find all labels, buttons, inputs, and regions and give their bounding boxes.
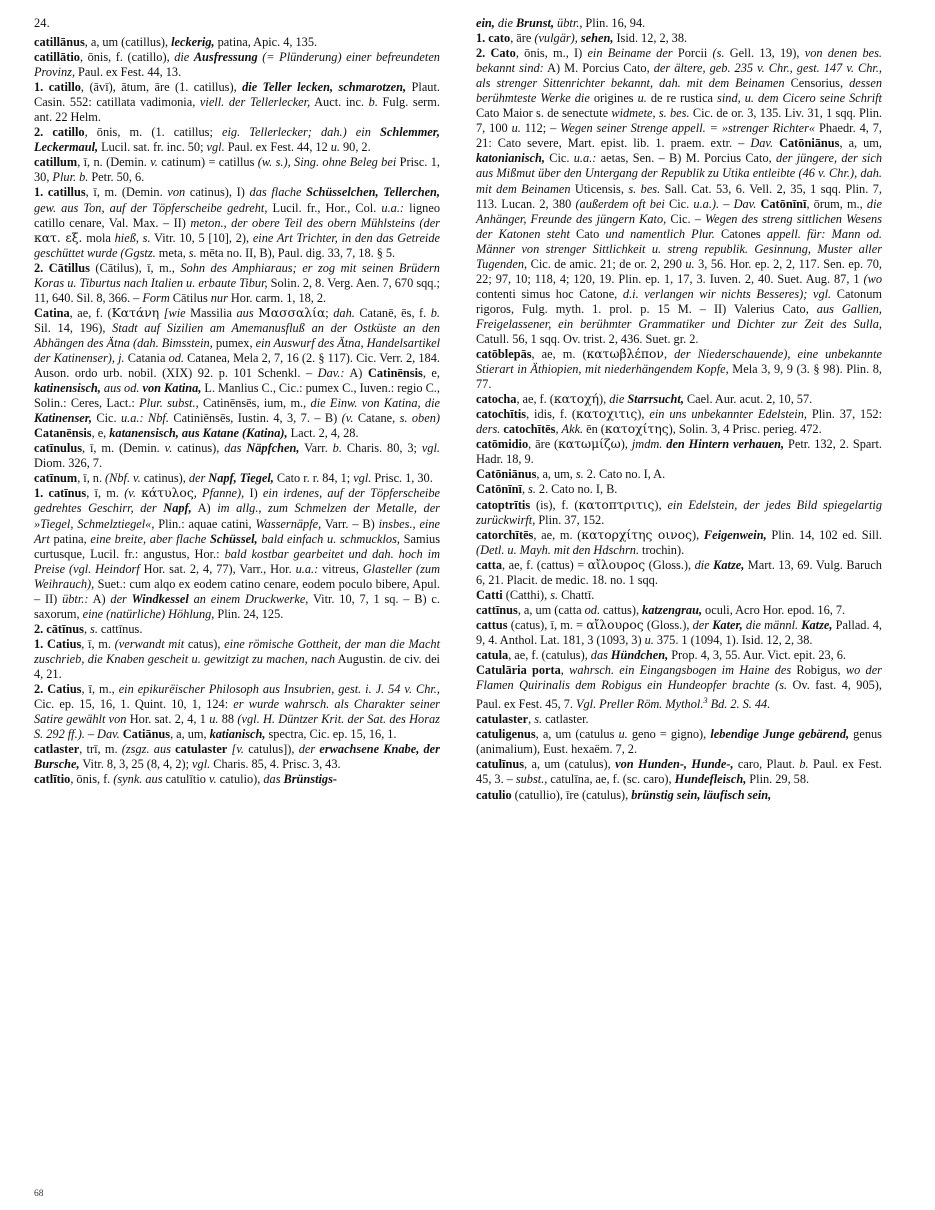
folio-number-top: 24. xyxy=(34,16,50,30)
dictionary-entry: catlaster, trī, m. (zsgz. aus catulaster [v. catulus]), der erwachsene Knabe, der Bursche, Vitr. 8, 3, 25 (8, 4, 2); vgl. Charis. 85, 4. Prisc. 3, 43. xyxy=(34,742,440,772)
dictionary-entry: catorchītēs, ae, m. (κατορχίτης οινος), Feigenwein, Plin. 14, 102 ed. Sill. (Detl. u. Mayh. mit den Hdschrn. trochin). xyxy=(476,527,883,557)
dictionary-entry: 1. catillo, (āvī), ātum, āre (1. catillus), die Teller lecken, schmarotzen, Plaut. Casin. 552: catillata vadimonia, viell. der Tellerlecker, Auct. inc. b. Fulg. serm. ant. 22 Helm. xyxy=(34,80,440,125)
dictionary-entry: catillānus, a, um (catillus), leckerig, patina, Apic. 4, 135. xyxy=(34,35,318,49)
left-column-entries xyxy=(34,35,440,787)
dictionary-entry: cattīnus, a, um (catta od. cattus), katzengrau, oculi, Acro Hor. epod. 16, 7. xyxy=(476,602,846,617)
left-column xyxy=(34,16,440,787)
dictionary-entry: catocha, ae, f. (κατοχή), die Starrsucht, Cael. Aur. acut. 2, 10, 57. xyxy=(476,392,813,407)
dictionary-entry: 2. Cato, ōnis, m., I) ein Beiname der Porcii (s. Gell. 13, 19), von denen bes. bekannt sind: A) M. Porcius Cato, der ältere, geb. 235 v. Chr., gest. 147 v. Chr., als strenger Sittenrichter bekannt, dah. mit dem Beinamen Censorius, dessen berühmteste Werke die origines u. de re rustica sind, u. dem Cicero seine Schrift Cato Maior s. de senectute widmete, s. bes. Cic. de or. 3, 135. Liv. 31, 1 sqq. Plin. 7, 100 u. 112; – Wegen seiner Strenge appell. = »strenger Richter« Phaedr. 4, 7, 21: Cato severe, Mart. epist. lib. 1. praem. extr. – Dav. Catōniānus, a, um, katonianisch, Cic. u.a.: aetas, Sen. – B) M. Porcius Cato, der jüngere, der sich aus Mißmut über den Untergang der Republik zu Utika entleibte (46 v. Chr.), dah. mit dem Beinamen Uticensis, s. bes. Sall. Cat. 53, 6. Vell. 2, 35, 1 sqq. Plin. 7, 113. Lucan. 2, 380 (außerdem oft bei Cic. u.a.). – Dav. Catōnīnī, ōrum, m., die Anhänger, Freunde des jüngern Kato, Cic. – Wegen des streng sittlichen Wesens der Katonen steht Cato und namentlich Plur. Catones appell. für: Mann od. Männer von strenger Sittlichkeit u. streng republik. Gesinnung, Muster aller Tugenden, Cic. de amic. 21; de or. 2, 290 u. 3, 56. Hor. ep. 2, 2, 117. Sen. ep. 70, 22; 97, 10; 118, 4; 120, 19. Plin. ep. 1, 17, 3. Iuven. 2, 40. Suet. Aug. 87, 1 (wo contenti simus hoc Catone, d.i. verlangen wir nichts Besseres); vgl. Catonum rigoros, Fulg. myth. 1. prol. p. 15 M. – II) Valerius Cato, aus Gallien, Freigelassener, ein berühmter Grammatiker und Dichter zur Zeit des Sulla, Catull. 56, 1 sqq. Ov. trist. 2, 436. Suet. gr. 2. xyxy=(476,46,883,346)
dictionary-entry: catta, ae, f. (cattus) = αἴλουρος (Gloss.), die Katze, Mart. 13, 69. Vulg. Baruch 6, 21. Placit. de medic. 18. no. 1 sqq. xyxy=(476,557,882,587)
dictionary-entry: 1. Catius, ī, m. (verwandt mit catus), eine römische Gottheit, der man die Macht zuschrieb, die Knaben gescheit u. gewitzigt zu machen, nach Augustin. de civ. dei 4, 21. xyxy=(34,636,441,681)
dictionary-entry: 2. cātīnus, s. cattīnus. xyxy=(34,621,143,636)
dictionary-entry: catīnum, ī, n. (Nbf. v. catinus), der Napf, Tiegel, Cato r. r. 84, 1; vgl. Prisc. 1, 30. xyxy=(34,471,433,486)
folio-number-bottom: 68 xyxy=(34,1189,44,1199)
right-column-entries xyxy=(476,16,882,803)
dictionary-entry: Catōnīnī, s. 2. Cato no. I, B. xyxy=(476,482,618,497)
dictionary-entry: Catōniānus, a, um, s. 2. Cato no. I, A. xyxy=(476,467,666,482)
dictionary-entry: Catti (Catthi), s. Chattī. xyxy=(476,587,595,602)
dictionary-entry: catīnulus, ī, m. (Demin. v. catinus), das Näpfchen, Varr. b. Charis. 80, 3; vgl. Diom. 326, 7. xyxy=(34,441,440,471)
dictionary-entry: Catulāria porta, wahrsch. ein Eingangsbogen im Haine des Robigus, wo der Flamen Quirinalis dem Robigus ein Hundeopfer brachte (s. Ov. fast. 4, 905), Paul. ex Fest. 45, 7. Vgl. Preller Röm. Mythol.$^3$ Bd. 2. S. 44. xyxy=(476,663,882,712)
dictionary-entry: catula, ae, f. (catulus), das Hündchen, Prop. 4, 3, 55. Aur. Vict. epit. 23, 6. xyxy=(476,647,847,662)
dictionary-entry: 1. cato, āre (vulgär), sehen, Isid. 12, 2, 38. xyxy=(476,31,688,46)
dictionary-entry: catochītis, idis, f. (κατοχιτις), ein uns unbekannter Edelstein, Plin. 37, 152: ders. catochītēs, Akk. ēn (κατοχίτης), Solin. 3, 4 Prisc. perieg. 472. xyxy=(476,407,883,437)
dictionary-entry: 1. catillus, ī, m. (Demin. von catinus), I) das flache Schüsselchen, Tellerchen, gew. aus Ton, auf der Töpferscheibe gedreht, Lucil. fr., Hor., Col. u.a.: ligneo catillo cenare, Val. Max. – II) meton., der obere Teil des obern Mühlsteins (der κατ. εξ. mola hieß, s. Vitr. 10, 5 [10], 2), eine Art Trichter, in den das Getreide geschüttet wurde (Ggstz. meta, s. mēta no. II, B), Paul. dig. 33, 7, 18. § 5. xyxy=(34,185,441,260)
dictionary-entry: catuligenus, a, um (catulus u. geno = gigno), lebendige Junge gebärend, genus (animalium), Eust. hexaëm. 7, 2. xyxy=(476,727,882,757)
dictionary-entry: 2. Cātillus (Cātilus), ī, m., Sohn des Amphiaraus; er zog mit seinen Brüdern Koras u. Tiburtus nach Italien u. erbaute Tibur, Solin. 2, 8. Verg. Aen. 7, 670 sqq.; 11, 640. Sil. 8, 366. – Form Cātilus nur Hor. carm. 1, 18, 2. xyxy=(34,260,440,305)
dictionary-entry: catulio (catullio), īre (catulus), brünstig sein, läufisch sein, xyxy=(476,787,772,802)
dictionary-entry: ein, die Brunst, übtr., Plin. 16, 94. xyxy=(476,16,646,30)
dictionary-entry: catillātio, ōnis, f. (catillo), die Ausfressung (= Plünderung) einer befreundeten Provinz, Paul. ex Fest. 44, 13. xyxy=(34,50,440,80)
dictionary-entry: 1. catīnus, ī, m. (v. κάτυλος, Pfanne), I) ein irdenes, auf der Töpferscheibe gedrehtes Geschirr, der Napf, A) im allg., zum Schmelzen der Metalle, der »Tiegel, Schmelztiegel«, Plin.: aquae catini, Wassernäpfe, Varr. – B) insbes., eine Art patina, eine breite, aber flache Schüssel, bald einfach u. schmucklos, Samius curtusque, Lucil. fr.: angustus, Hor.: bald kostbar gearbeitet und dah. hoch im Preise (vgl. Heindorf Hor. sat. 2, 4, 77), Varr., Hor. u.a.: vitreus, Glasteller (zum Weihrauch), Suet.: cum alqo ex eodem catino cenare, eodem poculo bibere, Apul. – II) übtr.: A) der Windkessel an einem Druckwerke, Vitr. 10, 7, 1 sq. – B) c. saxorum, eine (natürliche) Höhlung, Plin. 24, 125. xyxy=(34,486,441,621)
dictionary-entry: 2. Catius, ī, m., ein epikurëischer Philosoph aus Insubrien, gest. i. J. 54 v. Chr., Cic. ep. 15, 16, 1. Quint. 10, 1, 124: er wurde wahrsch. als Charakter seiner Satire gewählt von Hor. sat. 2, 4, 1 u. 88 (vgl. H. Düntzer Krit. der Sat. des Horaz S. 292 ff.). – Dav. Catiānus, a, um, katianisch, spectra, Cic. ep. 15, 16, 1. xyxy=(34,682,440,742)
dictionary-entry: cattus (catus), ī, m. = αἴλουρος (Gloss.), der Kater, die männl. Katze, Pallad. 4, 9, 4. Anthol. Lat. 181, 3 (1093, 3) u. 375. 1 (1094, 1). Isid. 12, 2, 38. xyxy=(476,617,882,647)
dictionary-entry: 2. catillo, ōnis, m. (1. catillus; eig. Tellerlecker; dah.) ein Schlemmer, Leckermaul, Lucil. sat. fr. inc. 50; vgl. Paul. ex Fest. 44, 12 u. 90, 2. xyxy=(34,125,440,155)
dictionary-entry: catulaster, s. catlaster. xyxy=(476,712,589,727)
right-column xyxy=(476,16,882,803)
dictionary-entry: catillum, ī, n. (Demin. v. catinum) = catillus (w. s.), Sing. ohne Beleg bei Prisc. 1, 30, Plur. b. Petr. 50, 6. xyxy=(34,155,440,185)
dictionary-entry: catlītio, ōnis, f. (synk. aus catulītio v. catulio), das Brünstigs- xyxy=(34,772,338,787)
dictionary-entry: catoptrītis (is), f. (κατοπτριτις), ein Edelstein, der jedes Bild spiegelartig zurückwirft, Plin. 37, 152. xyxy=(476,497,883,527)
dictionary-entry: catōmidio, āre (κατωμίζω), jmdm. den Hintern verhauen, Petr. 132, 2. Spart. Hadr. 18, 9. xyxy=(476,437,882,467)
two-column-layout xyxy=(34,16,901,1196)
dictionary-entry: Catina, ae, f. (Κατάνη [wie Massilia aus Μασσαλία; dah. Catanē, ēs, f. b. Sil. 14, 196), Stadt auf Sizilien am Amemanusfluß an der Ostküste an den Abhängen des Ätna (dah. Bimsstein, pumex, ein Auswurf des Ätna, Handelsartikel der Katinenser), j. Catania od. Catanea, Mela 2, 7, 16 (2. § 117). Cic. Verr. 2, 184. Auson. ordo urb. nobil. (XIX) 92. p. 101 Schenkl. – Dav.: A) Catinēnsis, e, katinensisch, aus od. von Katina, L. Manlius C., Cic.: pumex C., Iuven.: regio C., Solin.: Ceres, Lact.: Plur. subst., Catinēnsēs, ium, m., die Einw. von Katina, die Katinenser, Cic. u.a.: Nbf. Catiniēnsēs, Iustin. 4, 3, 7. – B) (v. Catane, s. oben) Catanēnsis, e, katanensisch, aus Katane (Katina), Lact. 2, 4, 28. xyxy=(34,305,441,441)
dictionary-entry: catulīnus, a, um (catulus), von Hunden-, Hunde-, caro, Plaut. b. Paul. ex Fest. 45, 3. – subst., catulīna, ae, f. (sc. caro), Hundefleisch, Plin. 29, 58. xyxy=(476,757,883,787)
dictionary-entry: catōblepās, ae, m. (κατωβλέπον, der Niederschauende), eine unbekannte Stierart in Äthiopien, mit niederhängendem Kopfe, Mela 3, 9, 9 (3. § 98). Plin. 8, 77. xyxy=(476,347,882,392)
